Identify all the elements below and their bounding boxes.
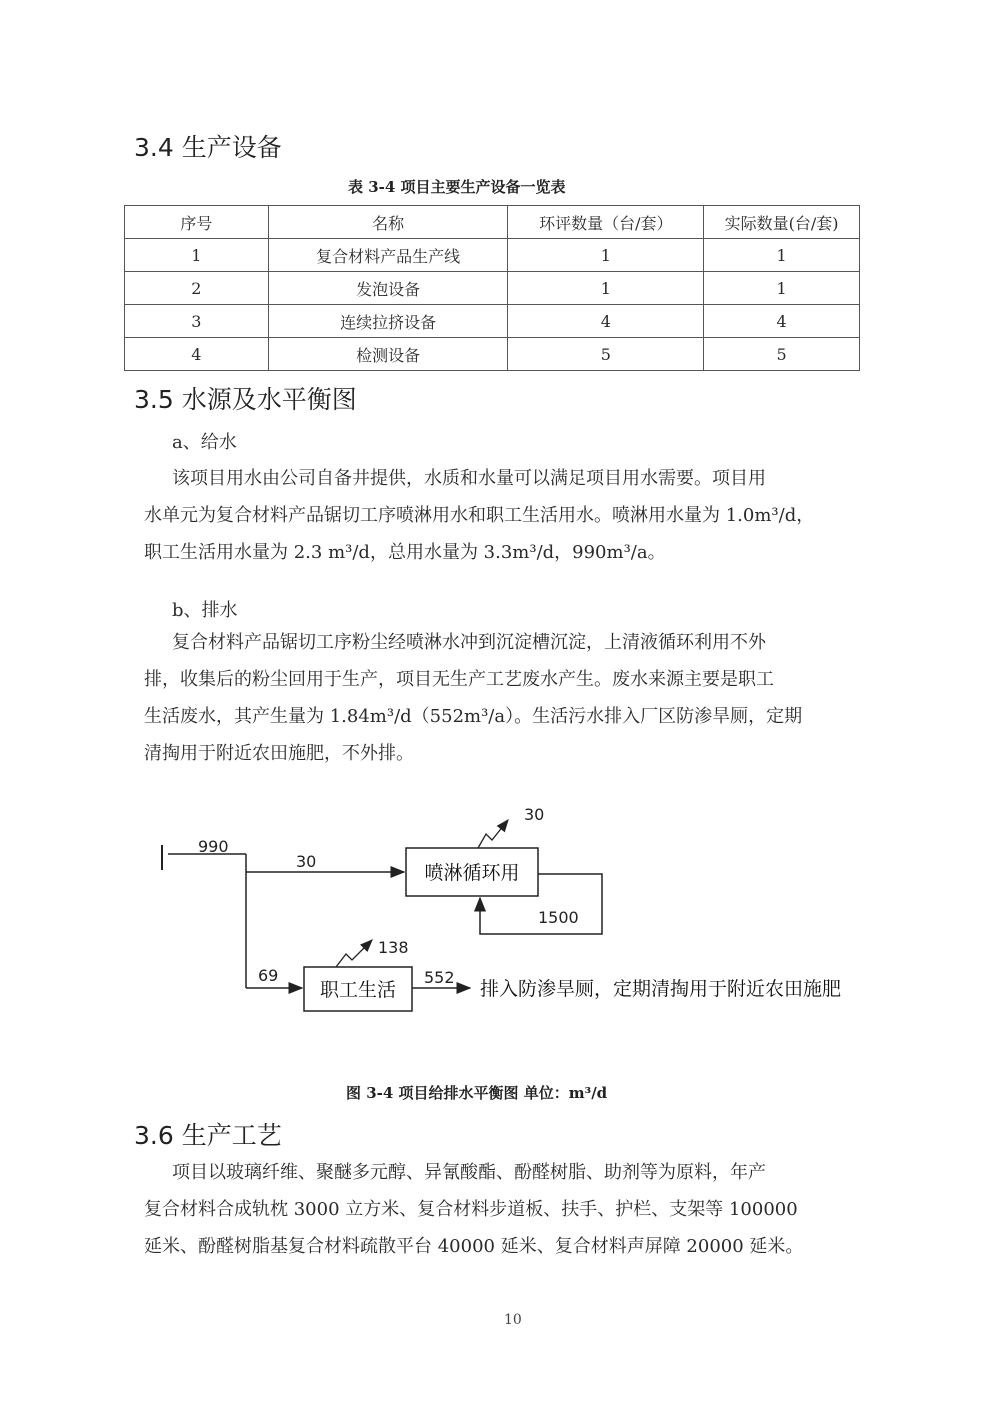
water-drain-paragraph	[144, 624, 802, 772]
table-cell: 4	[125, 338, 269, 371]
total-inflow-value: 990	[198, 837, 229, 856]
table-cell: 1	[508, 272, 704, 305]
diagram-caption: 图 3-4 项目给排水平衡图 单位：m³/d	[346, 1084, 608, 1102]
table-header-row	[125, 206, 860, 239]
outflow-value: 552	[424, 968, 455, 987]
staff-box-label: 职工生活	[319, 979, 397, 1001]
header-cell: 环评数量（台/套）	[508, 206, 704, 239]
water-supply-label: a、给水	[172, 432, 237, 453]
table-row	[125, 272, 860, 305]
paragraph-line: 生活废水，其产生量为 1.84m³/d（552m³/a）。生活污水排入厂区防渗旱厕，定期	[144, 706, 803, 727]
table-cell: 1	[508, 239, 704, 272]
table-cell: 1	[125, 239, 269, 272]
table-cell: 5	[704, 338, 860, 371]
staff-feed-value: 69	[258, 966, 279, 985]
spray-loss-arrow	[478, 820, 508, 848]
table-cell: 4	[704, 305, 860, 338]
header-cell: 实际数量(台/套)	[704, 206, 860, 239]
paragraph-line: 延米、酚醛树脂基复合材料疏散平台 40000 延米、复合材料声屏障 20000 延米。	[144, 1236, 804, 1257]
spray-loss-value: 30	[524, 805, 545, 824]
page-number: 10	[504, 1312, 522, 1328]
table-cell: 4	[508, 305, 704, 338]
section-heading-3-4: 3.4 生产设备	[134, 133, 282, 162]
table-cell: 1	[704, 272, 860, 305]
table-cell: 5	[508, 338, 704, 371]
spray-feed-value: 30	[296, 852, 317, 871]
table-cell: 连续拉挤设备	[268, 305, 508, 338]
paragraph-line: 职工生活用水量为 2.3 m³/d，总用水量为 3.3m³/d，990m³/a。	[144, 542, 666, 563]
paragraph-line: 复合材料合成轨枕 3000 立方米、复合材料步道板、扶手、护栏、支架等 100000	[144, 1199, 798, 1220]
header-cell: 序号	[125, 206, 269, 239]
process-paragraph	[144, 1154, 803, 1265]
outlet-description: 排入防渗旱厕，定期清掏用于附近农田施肥	[480, 978, 842, 1000]
table-row	[125, 305, 860, 338]
section-heading-3-6: 3.6 生产工艺	[134, 1121, 282, 1150]
section-heading-3-5: 3.5 水源及水平衡图	[134, 385, 357, 414]
spray-box-label: 喷淋循环用	[424, 862, 520, 884]
table-cell: 发泡设备	[268, 272, 508, 305]
table-caption: 表 3-4 项目主要生产设备一览表	[348, 178, 566, 196]
table-row	[125, 239, 860, 272]
equipment-table	[124, 205, 860, 371]
table-cell: 2	[125, 272, 269, 305]
water-supply-paragraph	[144, 460, 814, 571]
paragraph-line: 水单元为复合材料产品锯切工序喷淋用水和职工生活用水。喷淋用水量为 1.0m³/d，	[144, 505, 815, 526]
paragraph-line: 排，收集后的粉尘回用于生产，项目无生产工艺废水产生。废水来源主要是职工	[144, 669, 774, 690]
table-cell: 复合材料产品生产线	[268, 239, 508, 272]
water-drain-label: b、排水	[172, 600, 238, 621]
recirculation-value: 1500	[538, 908, 579, 927]
paragraph-line: 清掏用于附近农田施肥，不外排。	[144, 743, 414, 764]
staff-loss-arrow	[336, 940, 372, 967]
water-balance-diagram	[0, 790, 1000, 1040]
table-cell: 3	[125, 305, 269, 338]
staff-loss-value: 138	[378, 938, 409, 957]
table-cell: 检测设备	[268, 338, 508, 371]
paragraph-line: 复合材料产品锯切工序粉尘经喷淋水冲到沉淀槽沉淀，上清液循环利用不外	[172, 632, 766, 653]
paragraph-line: 该项目用水由公司自备井提供，水质和水量可以满足项目用水需要。项目用	[172, 468, 766, 489]
paragraph-line: 项目以玻璃纤维、聚醚多元醇、异氰酸酯、酚醛树脂、助剂等为原料，年产	[172, 1162, 766, 1183]
header-cell: 名称	[268, 206, 508, 239]
table-row	[125, 338, 860, 371]
table-cell: 1	[704, 239, 860, 272]
